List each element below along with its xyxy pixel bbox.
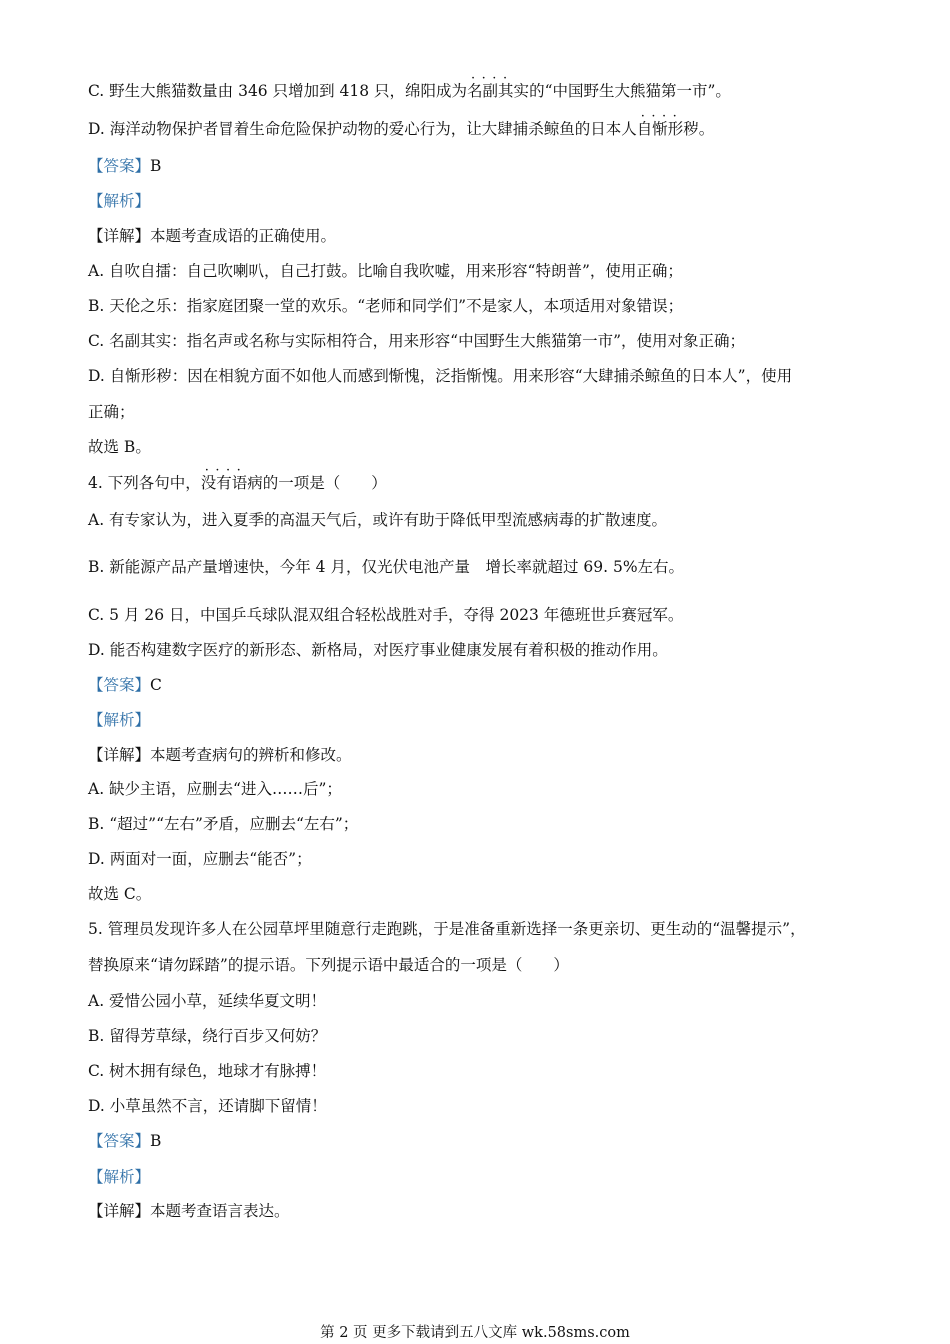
q3-analysis-tag: 【解析】	[88, 192, 151, 210]
answer-tag: 【答案】	[88, 157, 151, 175]
q3-explain-c: C. 名副其实：指名声或名称与实际相符合，用来形容“中国野生大熊猫第一市”，使用对象正确；	[88, 332, 746, 350]
q4-option-d: D. 能否构建数字医疗的新形态、新格局，对医疗事业健康发展有着积极的推动作用。	[88, 641, 668, 659]
q3-answer: 【答案】B	[88, 157, 162, 175]
emphasis-dots: · · · · 没有语病	[201, 472, 263, 494]
q4-explain-d: D. 两面对一面，应删去“能否”；	[88, 850, 312, 868]
q5-answer: 【答案】B	[88, 1132, 162, 1150]
page-footer: 第 2 页 更多下载请到五八文库 wk.58sms.com	[320, 1325, 630, 1341]
q4-stem: 4. 下列各句中，· · · · 没有语病的一项是（ ）	[88, 472, 387, 494]
q5-stem-cont: 替换原来“请勿踩踏”的提示语。下列提示语中最适合的一项是（ ）	[88, 956, 569, 974]
q4-option-c: C. 5 月 26 日，中国乒乓球队混双组合轻松战胜对手，夺得 2023 年德班世乒赛冠军。	[88, 606, 684, 624]
q3-conclusion: 故选 B。	[88, 438, 151, 456]
q3-explain-b: B. 天伦之乐：指家庭团聚一堂的欢乐。“老师和同学们”不是家人，本项适用对象错误；	[88, 297, 684, 315]
q3-explain-d-cont: 正确；	[88, 403, 135, 421]
q4-option-b: B. 新能源产品产量增速快，今年 4 月，仅光伏电池产量 增长率就超过 69. 5%左右。	[88, 558, 685, 576]
answer-tag: 【答案】	[88, 1132, 151, 1150]
q4-analysis-tag: 【解析】	[88, 711, 151, 729]
q3-explain-d: D. 自惭形秽：因在相貌方面不如他人而感到惭愧，泛指惭愧。用来形容“大肆捕杀鲸鱼的日本人”，使用	[88, 367, 793, 385]
emphasis-dots: · · · · 名副其实	[467, 80, 529, 102]
q3-detail: 【详解】本题考查成语的正确使用。	[88, 227, 337, 245]
q4-answer: 【答案】C	[88, 676, 162, 694]
emphasis-dots: · · · · 自惭形秽	[637, 118, 699, 140]
q5-analysis-tag: 【解析】	[88, 1168, 151, 1186]
q4-option-a: A. 有专家认为，进入夏季的高温天气后，或许有助于降低甲型流感病毒的扩散速度。	[88, 511, 668, 529]
q4-detail: 【详解】本题考查病句的辨析和修改。	[88, 746, 352, 764]
answer-tag: 【答案】	[88, 676, 151, 694]
q3-explain-a: A. 自吹自擂：自己吹喇叭，自己打鼓。比喻自我吹嘘，用来形容“特朗普”，使用正确；	[88, 262, 683, 280]
q5-option-d: D. 小草虽然不言，还请脚下留情！	[88, 1097, 327, 1115]
q3-option-c: C. 野生大熊猫数量由 346 只增加到 418 只，绵阳成为· · · · 名副其实的“中国野生大熊猫第一市”。	[88, 80, 731, 102]
q5-option-c: C. 树木拥有绿色，地球才有脉搏！	[88, 1062, 327, 1080]
q4-explain-a: A. 缺少主语，应删去“进入……后”；	[88, 780, 342, 798]
q5-stem: 5. 管理员发现许多人在公园草坪里随意行走跑跳，于是准备重新选择一条更亲切、更生动的“温馨提示”，	[88, 920, 806, 938]
q5-option-a: A. 爱惜公园小草，延续华夏文明！	[88, 992, 327, 1010]
q4-explain-b: B. “超过”“左右”矛盾，应删去“左右”；	[88, 815, 359, 833]
q4-conclusion: 故选 C。	[88, 885, 152, 903]
q5-option-b: B. 留得芳草绿，绕行百步又何妨？	[88, 1027, 327, 1045]
q3-option-d: D. 海洋动物保护者冒着生命危险保护动物的爱心行为，让大肆捕杀鲸鱼的日本人· · · · 自惭形秽。	[88, 118, 714, 140]
q5-detail: 【详解】本题考查语言表达。	[88, 1202, 290, 1220]
